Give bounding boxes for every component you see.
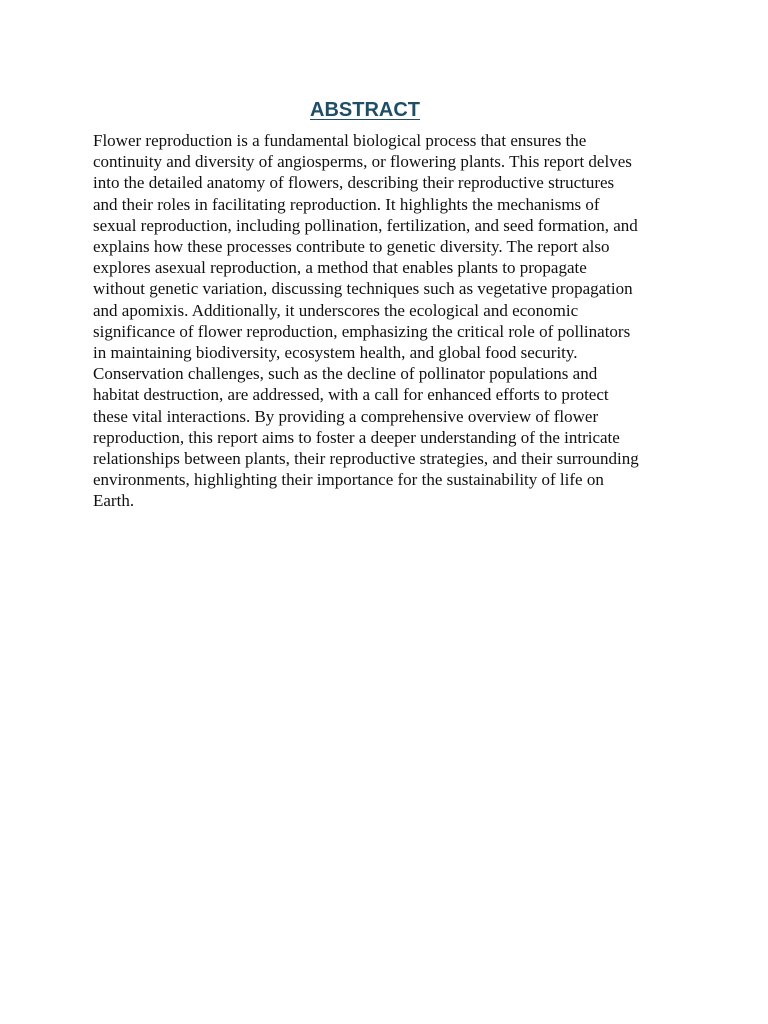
abstract-heading: ABSTRACT: [310, 99, 420, 121]
abstract-body-text: Flower reproduction is a fundamental biological process that ensures the continuity and diversity of angiosperms, or flowering plants. This report delves into the detailed anatomy of flowers, describing their reproductive structures and their roles in facilitating reproduction. It highlights the mechanisms of sexual reproduction, including pollination, fertilization, and seed formation, and explains how these processes contribute to genetic diversity. The report also explores asexual reproduction, a method that enables plants to propagate without genetic variation, discussing techniques such as vegetative propagation and apomixis. Additionally, it underscores the ecological and economic significance of flower reproduction, emphasizing the critical role of pollinators in maintaining biodiversity, ecosystem health, and global food security. Conservation challenges, such as the decline of pollinator populations and habitat destruction, are addressed, with a call for enhanced efforts to protect these vital interactions. By providing a comprehensive overview of flower reproduction, this report aims to foster a deeper understanding of the intricate relationships between plants, their reproductive strategies, and their surrounding environments, highlighting their importance for the sustainability of life on Earth.: [93, 131, 639, 511]
